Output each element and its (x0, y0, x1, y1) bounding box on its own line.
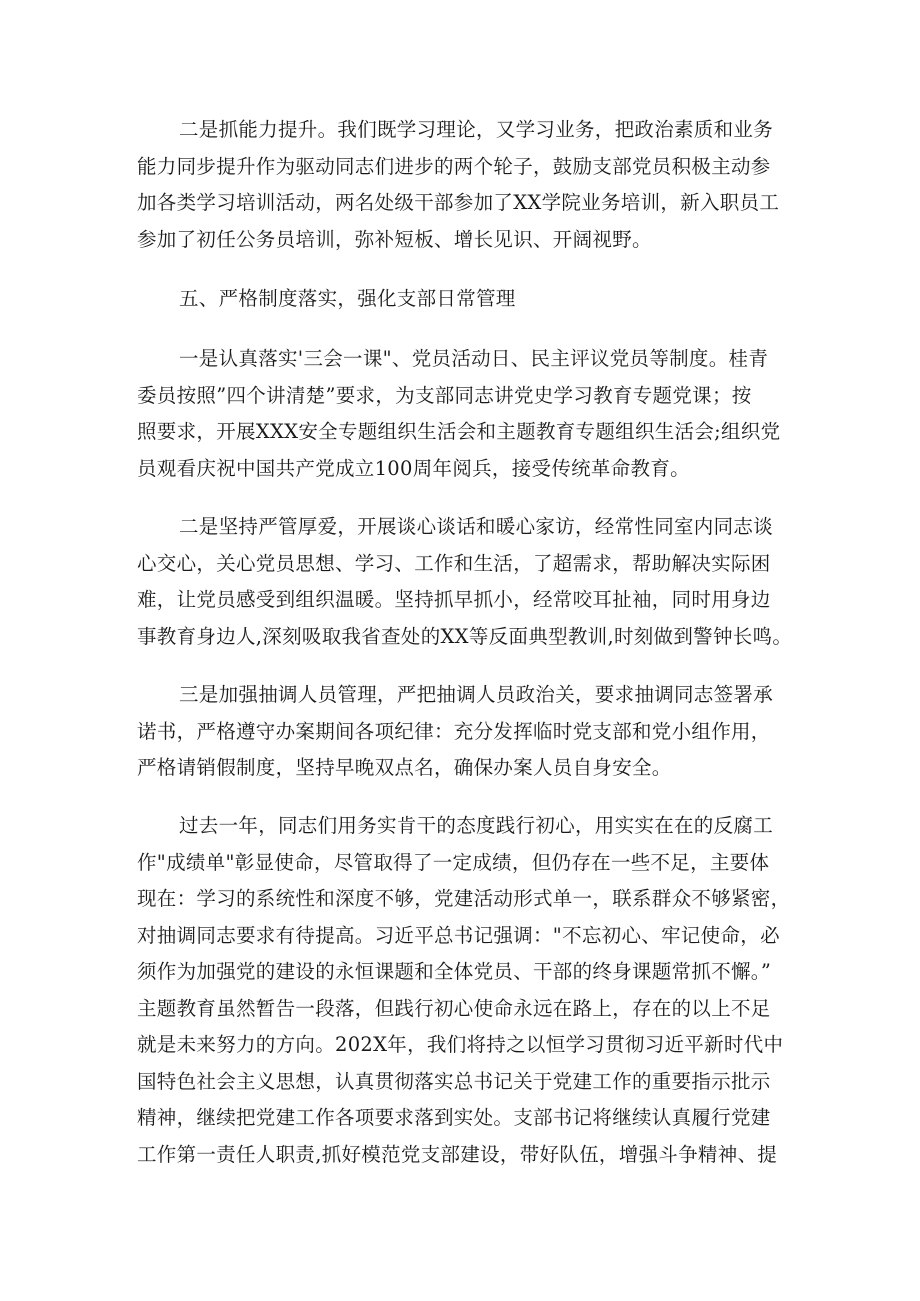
paragraph-ability-improvement (137, 112, 797, 258)
text-line: 精神，继续把党建工作各项要求落到实处。支部书记将继续认真履行党建 (137, 1106, 771, 1129)
text-line: 三是加强抽调人员管理，严把抽调人员政治关，要求抽调同志签署承 (179, 683, 774, 706)
text-line: 现在：学习的系统性和深度不够，党建活动形式单一，联系群众不够紧密， (137, 887, 791, 910)
paragraph-seconded-staff (137, 677, 797, 787)
text-line: 须作为加强党的建设的永恒课题和全体党员、干部的终身课题常抓不懈。” (137, 960, 772, 983)
text-line: 委员按照”四个讲清楚”要求，为支部同志讲党史学习教育专题党课；按 (137, 383, 752, 407)
text-line: 二是坚持严管厚爱，开展谈心谈话和暖心家访，经常性同室内同志谈 (179, 515, 774, 538)
text-line: 过去一年，同志们用务实肯干的态度践行初心，用实实在在的反腐工 (179, 814, 774, 837)
text-line: 严格请销假制度，坚持早晚双点名，确保办案人员自身安全。 (137, 756, 672, 779)
text-line: 心交心，关心党员思想、学习、工作和生活，了超需求，帮助解决实际困 (137, 551, 771, 575)
text-line: 主题教育虽然暂告一段落，但践行初心使命永远在路上，存在的以上不足 (137, 996, 771, 1020)
section-heading-5: 五、严格制度落实，强化支部日常管理 (179, 287, 516, 310)
text-line: 照要求，开展XXX安全专题组织生活会和主题教育专题组织生活会;组织党 (137, 420, 781, 443)
paragraph-system-implementation (137, 341, 797, 487)
text-line: 诺书，严格遵守办案期间各项纪律：充分发挥临时党支部和党小组作用， (137, 719, 771, 743)
paragraph-summary (137, 808, 797, 1173)
text-line: 就是未来努力的方向。202X年，我们将持之以恒学习贯彻习近平新时代中 (137, 1033, 784, 1056)
text-line: 加各类学习培训活动，两名处级干部参加了XX学院业务培训，新入职员工 (137, 191, 780, 214)
text-line: 员观看庆祝中国共产党成立100周年阅兵，接受传统革命教育。 (137, 456, 690, 480)
text-line: 二是抓能力提升。我们既学习理论，又学习业务，把政治素质和业务 (179, 118, 774, 141)
text-line: 工作第一责任人职责,抓好模范党支部建设，带好队伍，增强斗争精神、提 (137, 1142, 778, 1166)
text-line: 能力同步提升作为驱动同志们进步的两个轮子，鼓励支部党员积极主动参 (137, 154, 771, 178)
paragraph-strict-management (137, 509, 797, 655)
text-line: 难，让党员感受到组织温暖。坚持抓早抓小，经常咬耳扯袖，同时用身边 (137, 588, 771, 611)
text-line: 作"成绩单"彰显使命，尽管取得了一定成绩，但仍存在一些不足，主要体 (137, 850, 770, 874)
text-line: 对抽调同志要求有待提高。习近平总书记强调："不忘初心、牢记使命，必 (137, 923, 780, 947)
text-line: 国特色社会主义思想，认真贯彻落实总书记关于党建工作的重要指示批示 (137, 1069, 771, 1093)
text-line: 一是认真落实'三会一课"、党员活动日、民主评议党员等制度。桂青 (179, 347, 769, 370)
text-line: 事教育身边人,深刻吸取我省查处的XX等反面典型教训,时刻做到警钟长鸣。 (137, 624, 793, 648)
text-line: 参加了初任公务员培训，弥补短板、增长见识、开阔视野。 (137, 227, 652, 251)
